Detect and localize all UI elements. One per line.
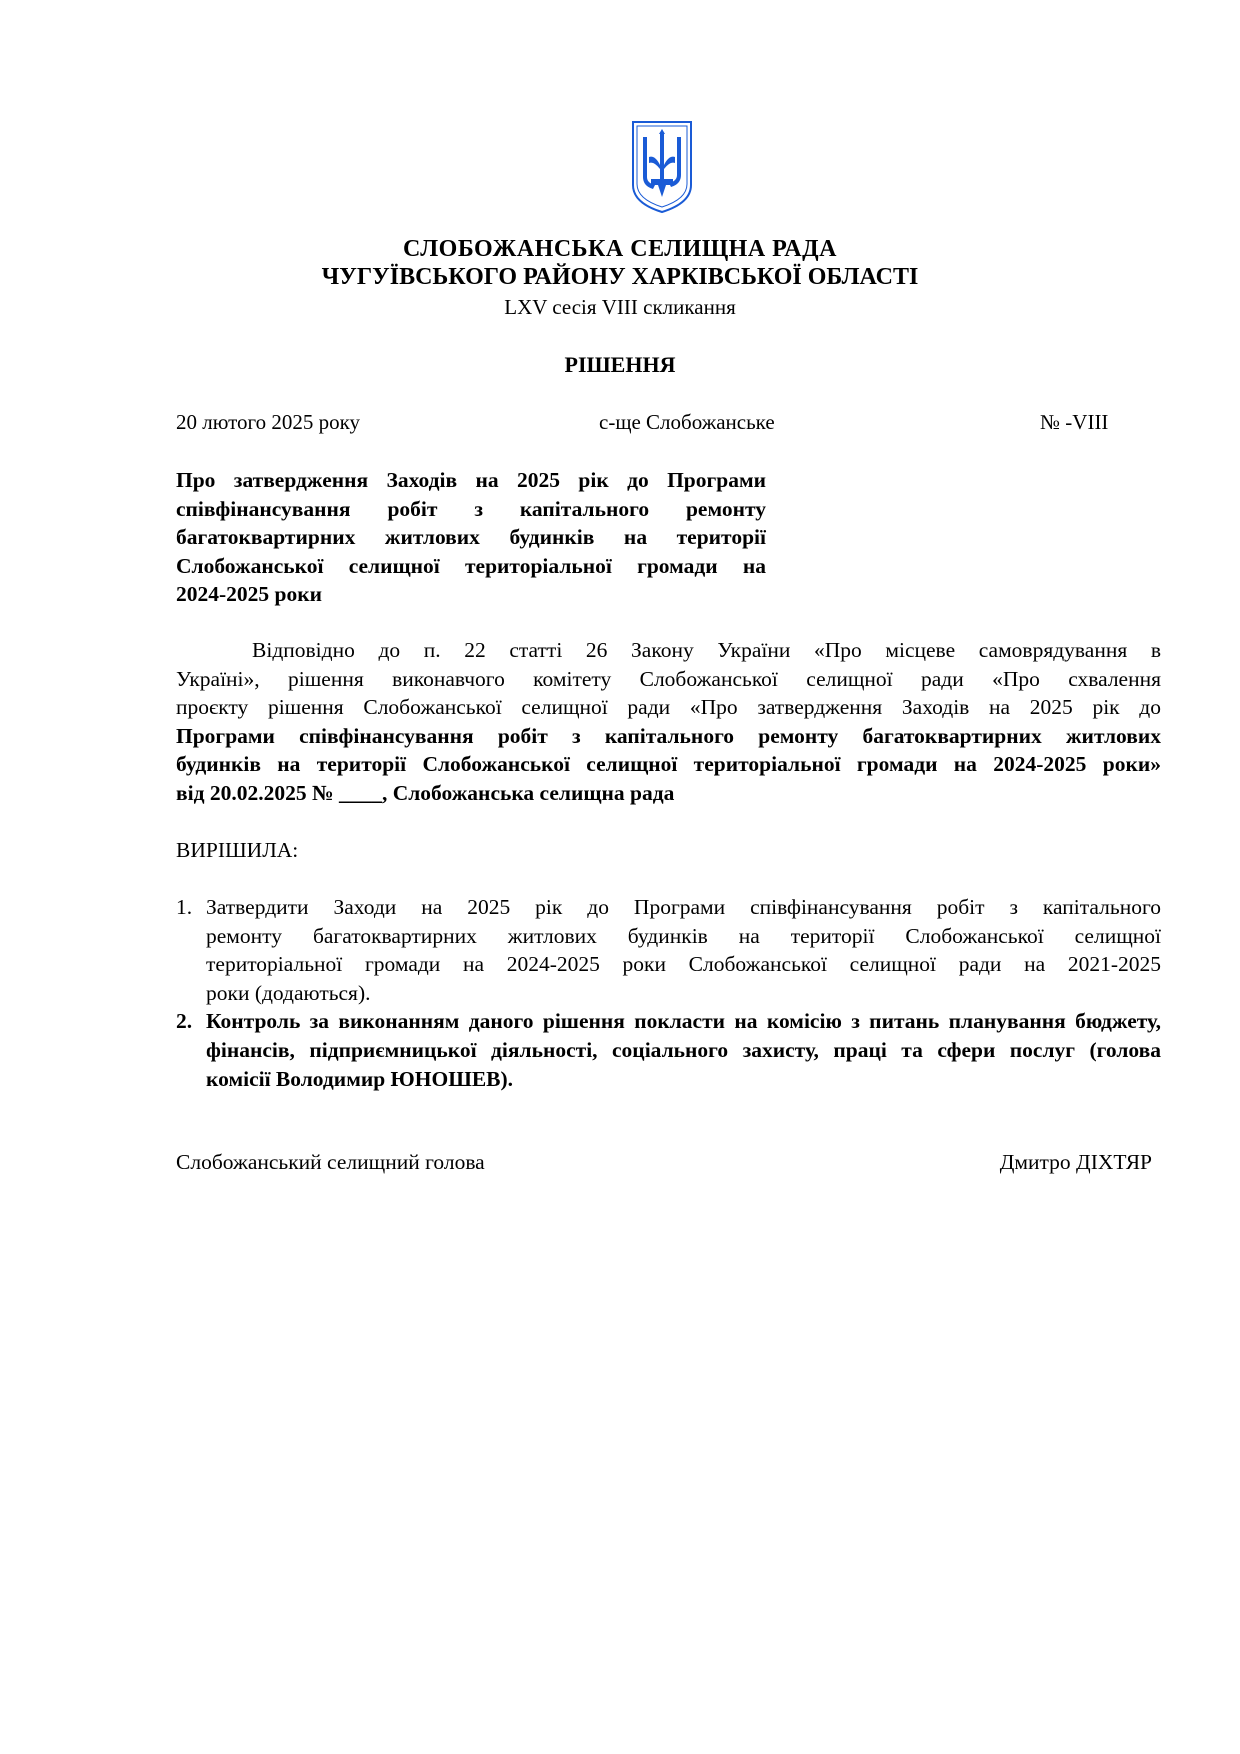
subject-line: Про затвердження Заходів на 2025 рік до Програми — [176, 468, 766, 492]
item-line: фінансів, підприємницької діяльності, соціального захисту, праці та сфери послуг (голова — [206, 1037, 1161, 1062]
item-line: ремонту багатоквартирних житлових будинків на території Слобожанської селищної — [206, 923, 1161, 948]
coat-of-arms-icon — [629, 119, 695, 215]
decision-subject — [176, 466, 766, 609]
decision-items — [176, 893, 1161, 1093]
subject-line: Слобожанської селищної територіальної громади на — [176, 553, 766, 578]
item-line: Контроль за виконанням даного рішення покласти на комісію з питань планування бюджету, — [206, 1009, 1161, 1034]
document-type: РІШЕННЯ — [564, 352, 676, 377]
session-info: LXV сесія VIII скликання — [504, 295, 736, 319]
preamble-line: Україні», рішення виконавчого комітету Слобожанської селищної ради «Про схвалення — [176, 666, 1161, 691]
resolved-heading: ВИРІШИЛА: — [176, 838, 299, 862]
list-item — [176, 1007, 1161, 1093]
decision-place: с-ще Слобожанське — [599, 410, 775, 434]
preamble-line: проєкту рішення Слобожанської селищної ради «Про затвердження Заходів на 2025 рік до — [176, 695, 1161, 720]
council-name: СЛОБОЖАНСЬКА СЕЛИЩНА РАДА — [403, 236, 837, 262]
subject-line: багатоквартирних житлових будинків на території — [176, 525, 766, 549]
item-number: 1. — [176, 895, 193, 919]
item-line: територіальної громади на 2024-2025 роки Слобожанської селищної ради на 2021-2025 — [206, 952, 1161, 977]
subject-line: співфінансування робіт з капітального ремонту — [176, 496, 766, 521]
decision-date: 20 лютого 2025 року — [176, 410, 361, 434]
preamble-line: Відповідно до п. 22 статті 26 Закону України «Про місцеве самоврядування в — [252, 638, 1161, 662]
decision-number: № -VIII — [1040, 410, 1109, 434]
signatory-name: Дмитро ДІХТЯР — [999, 1150, 1152, 1174]
item-number: 2. — [176, 1009, 193, 1034]
subject-line: 2024-2025 роки — [176, 582, 323, 606]
preamble-line: Програми співфінансування робіт з капітального ремонту багатоквартирних житлових — [176, 723, 1161, 748]
item-line: роки (додаються). — [206, 980, 371, 1005]
district-name: ЧУГУЇВСЬКОГО РАЙОНУ ХАРКІВСЬКОЇ ОБЛАСТІ — [321, 264, 919, 290]
preamble-line: будинків на території Слобожанської селищної територіальної громади на 2024-2025 роки» — [176, 752, 1161, 777]
item-line: комісії Володимир ЮНОШЕВ). — [206, 1066, 514, 1091]
preamble-line: від 20.02.2025 № ____, Слобожанська селищна рада — [176, 780, 675, 805]
preamble — [176, 636, 1161, 808]
list-item — [176, 893, 1161, 1007]
signatory-title: Слобожанський селищний голова — [176, 1150, 485, 1174]
item-line: Затвердити Заходи на 2025 рік до Програми співфінансування робіт з капітального — [206, 895, 1161, 919]
